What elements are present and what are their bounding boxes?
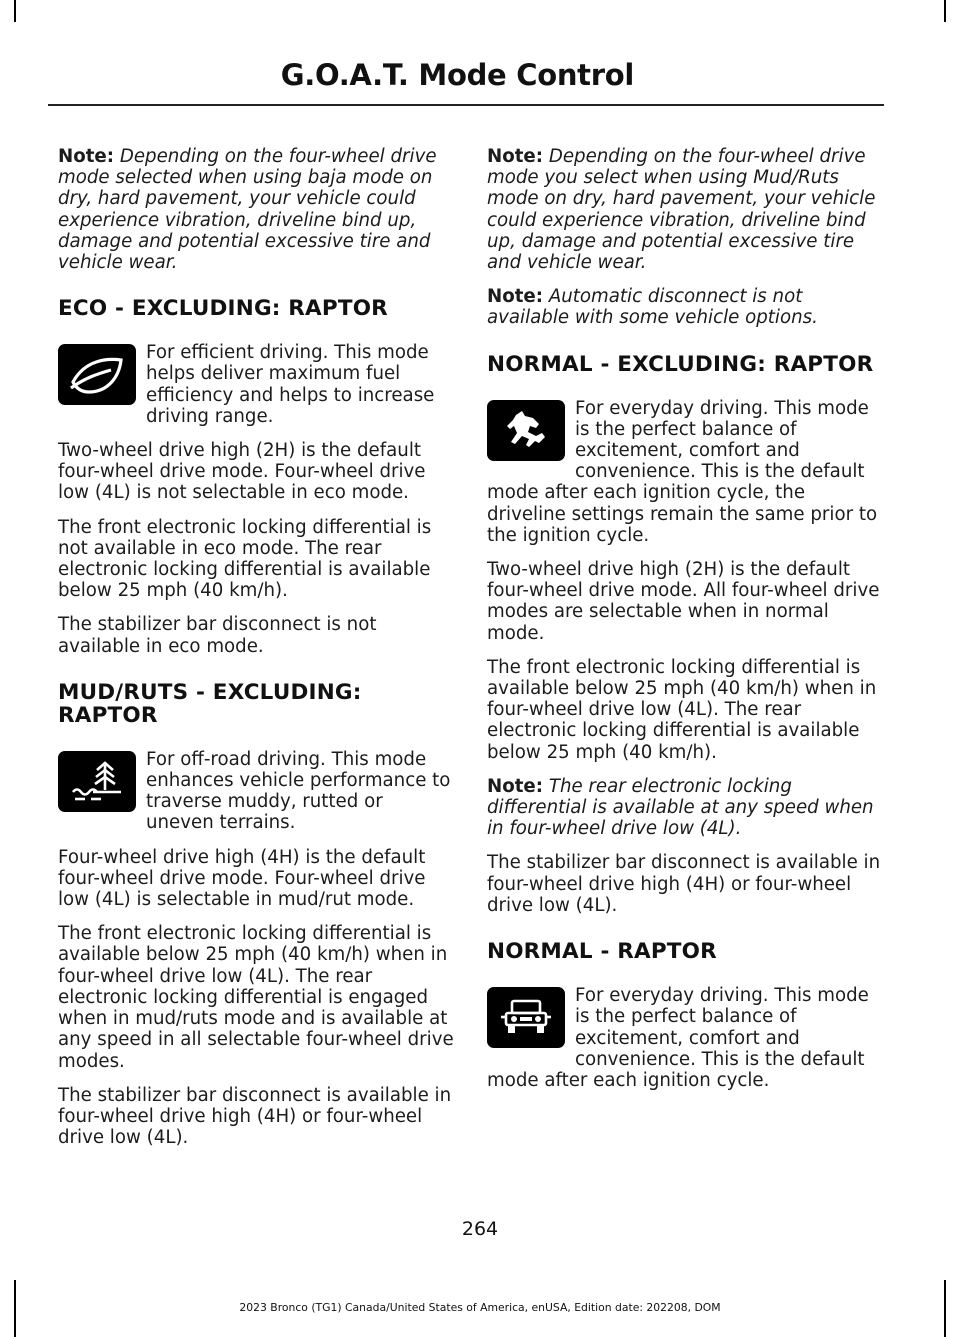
- normal-intro-text: For everyday driving. This mode is the perfect balance of excitement, comfort and convenience. This is the default mode after each ignition cycle, the driveline settings remain the same prior to the ignition cycle.: [487, 397, 878, 546]
- mud-ruts-tree-icon: [58, 751, 136, 812]
- normal-paragraph-1: Two-wheel drive high (2H) is the default four-wheel drive mode. All four-wheel drive modes are selectable when in normal mode.: [487, 559, 880, 644]
- note-text: Automatic disconnect is not available with some vehicle options.: [487, 286, 818, 329]
- vehicle-front-icon: [487, 987, 565, 1048]
- page-number: 264: [461, 1218, 499, 1240]
- header-divider: [48, 104, 884, 106]
- eco-intro: [58, 342, 454, 427]
- section-heading-normal: NORMAL - EXCLUDING: RAPTOR: [487, 351, 874, 377]
- bronco-horse-icon: [487, 400, 565, 461]
- section-heading-mud-ruts: MUD/RUTS - EXCLUDING: RAPTOR: [58, 679, 362, 728]
- eco-paragraph-2: The front electronic locking differential is not available in eco mode. The rear electronic locking differential is available below 25 mph (40 km/h).: [58, 516, 432, 602]
- note-label: Note:: [58, 146, 115, 167]
- note-label: Note:: [487, 775, 544, 797]
- note-baja: [58, 146, 454, 273]
- note-text: The rear electronic locking differential is available at any speed when in four-wheel drive low (4L).: [487, 775, 874, 840]
- mud-paragraph-1: Four-wheel drive high (4H) is the default four-wheel drive mode. Four-wheel drive low (4L) is selectable in mud/rut mode.: [58, 846, 426, 911]
- page-title: G.O.A.T. Mode Control: [280, 58, 634, 92]
- note-text: Depending on the four-wheel drive mode selected when using baja mode on dry, hard pavement, your vehicle could experience vibration, driveline bind up, damage and potential excessive tire and vehicle wear.: [58, 146, 437, 274]
- note-label: Note:: [487, 286, 544, 308]
- raptor-intro-text: For everyday driving. This mode is the perfect balance of excitement, comfort and convenience. This is the default mode after each ignition cycle.: [487, 985, 869, 1091]
- raptor-intro: [487, 985, 883, 1091]
- mud-intro-text: For off-road driving. This mode enhances vehicle performance to traverse muddy, rutted or uneven terrains.: [146, 748, 451, 834]
- mud-intro: [58, 749, 454, 834]
- crop-mark-top-right: [944, 0, 946, 22]
- note-automatic-disconnect: [487, 286, 883, 328]
- mud-paragraph-2: The front electronic locking differential is available below 25 mph (40 km/h) when in four-wheel drive low (4L). The rear electronic locking differential is engaged when in mud/ruts mode and is available at any speed in all selectable four-wheel drive modes.: [58, 923, 454, 1072]
- crop-mark-top-left: [14, 0, 16, 22]
- normal-paragraph-3: The stabilizer bar disconnect is available in four-wheel drive high (4H) or four-wheel drive low (4L).: [487, 852, 881, 916]
- note-mud-ruts: [487, 146, 883, 273]
- eco-leaf-icon: [58, 344, 136, 405]
- eco-intro-text: For efficient driving. This mode helps deliver maximum fuel efficiency and helps to increase driving range.: [146, 342, 435, 427]
- mud-paragraph-3: The stabilizer bar disconnect is available in four-wheel drive high (4H) or four-wheel drive low (4L).: [58, 1084, 452, 1149]
- right-column: [487, 146, 883, 1104]
- normal-intro: [487, 398, 883, 546]
- section-heading-normal-raptor: NORMAL - RAPTOR: [487, 939, 717, 965]
- left-column: [58, 146, 454, 1161]
- note-rear-locking: [487, 776, 883, 840]
- footer: 2023 Bronco (TG1) Canada/United States of America, enUSA, Edition date: 202208, DOM: [239, 1301, 721, 1314]
- normal-paragraph-2: The front electronic locking differential is available below 25 mph (40 km/h) when in four-wheel drive low (4L). The rear electronic locking differential is available below 25 mph (40 km/h).: [487, 656, 877, 763]
- note-label: Note:: [487, 146, 544, 167]
- eco-paragraph-1: Two-wheel drive high (2H) is the default four-wheel drive mode. Four-wheel drive low (4L) is not selectable in eco mode.: [58, 440, 426, 504]
- note-text: Depending on the four-wheel drive mode you select when using Mud/Ruts mode on dry, hard pavement, your vehicle could experience vibration, driveline bind up, damage and potential excessive tire and vehicle wear.: [487, 146, 876, 274]
- section-heading-eco: ECO - EXCLUDING: RAPTOR: [58, 296, 388, 322]
- eco-paragraph-3: The stabilizer bar disconnect is not available in eco mode.: [58, 614, 377, 657]
